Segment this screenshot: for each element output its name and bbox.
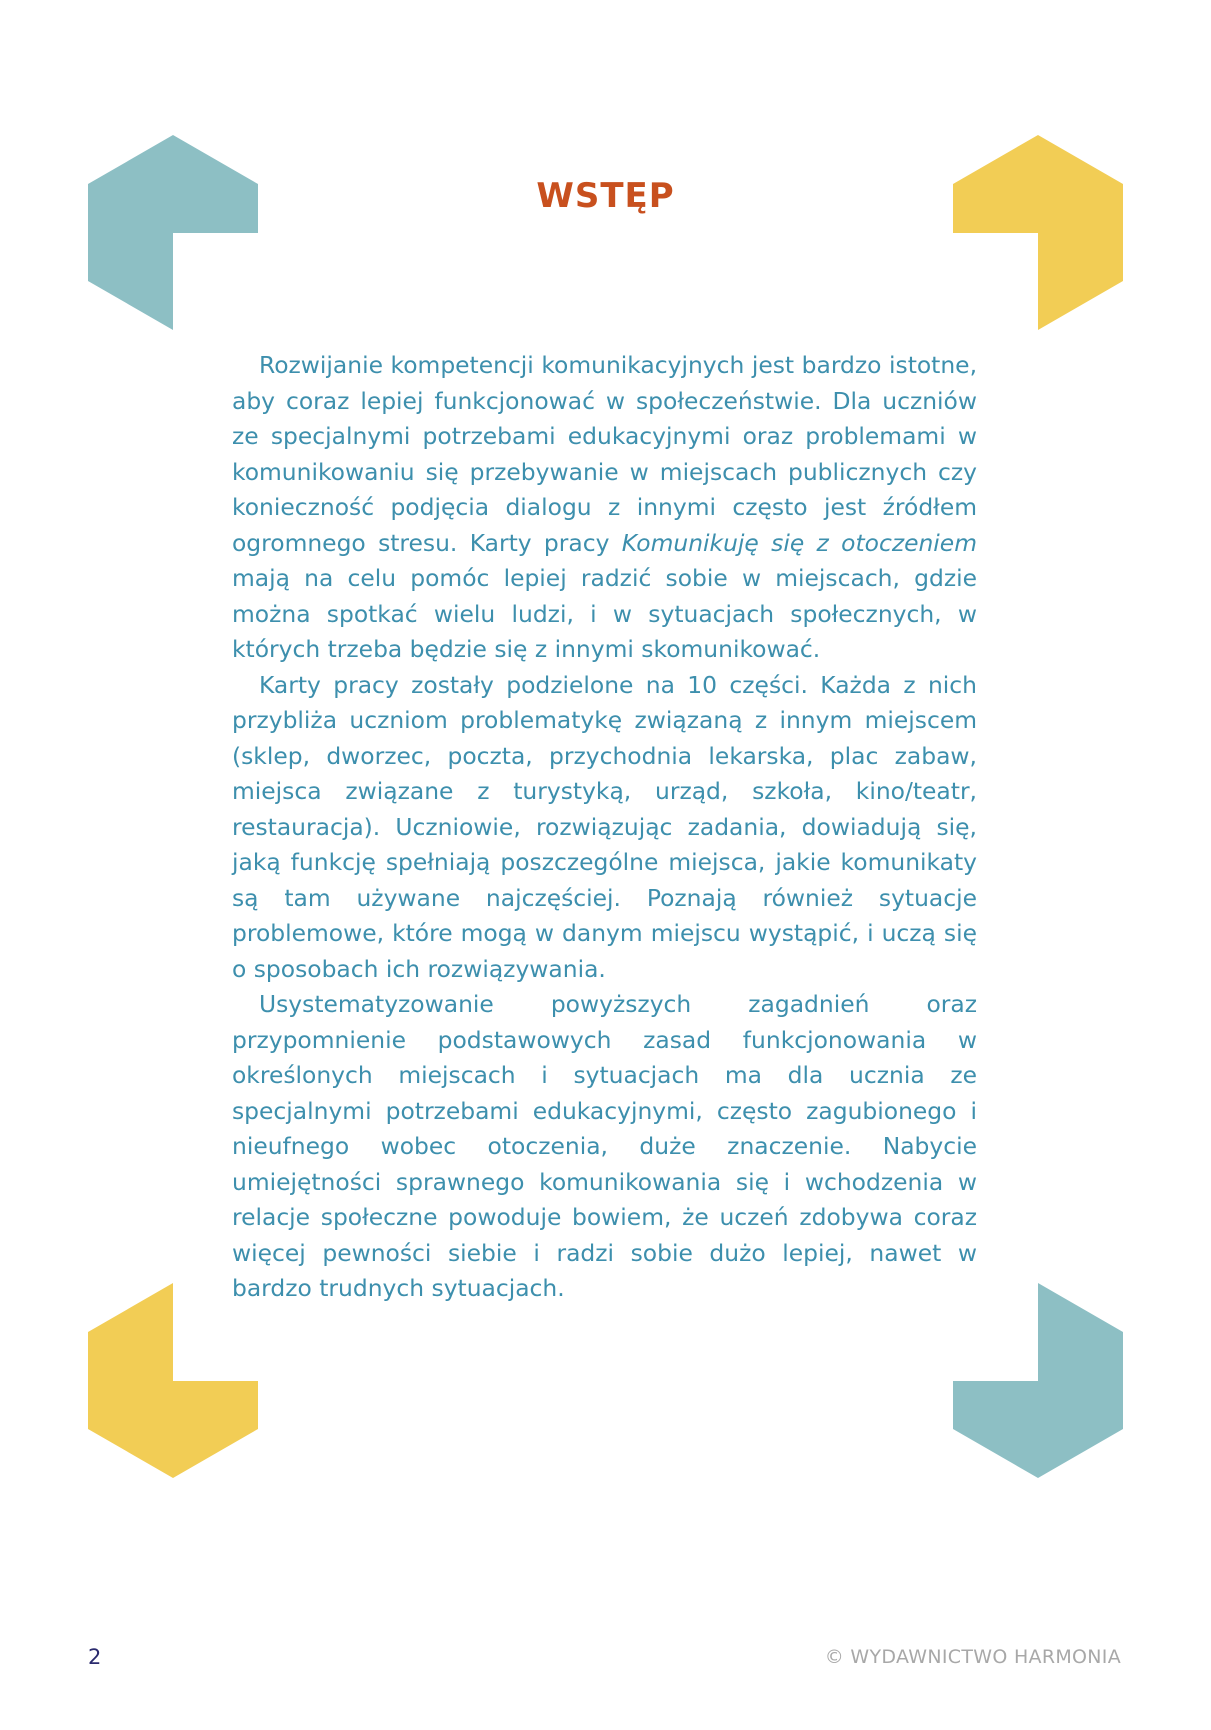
introduction-text <box>232 348 977 1307</box>
teal-hexagon-corner-icon <box>88 135 258 330</box>
paragraph-1 <box>232 348 977 668</box>
paragraph-1-text-start: Rozwijanie kompetencji komunikacyjnych jest bardzo istotne, aby coraz lepiej funkcjonować w społeczeństwie. Dla uczniów ze specjalnymi potrzebami edukacyjnymi oraz problemami w komunikowaniu się przebywanie w miejscach publicznych czy konieczność podjęcia dialogu z innymi często jest źródłem ogromnego stresu. Karty pracy <box>232 351 977 557</box>
paragraph-1-text-end: mają na celu pomóc lepiej radzić sobie w miejscach, gdzie można spotkać wielu ludzi, i w sytuacjach społecznych, w których trzeba będzie się z innymi skomunikować. <box>232 564 977 663</box>
worksheet-title-emphasis: Komunikuję się z otoczeniem <box>621 528 977 557</box>
copyright-notice: © WYDAWNICTWO HARMONIA <box>824 1646 1121 1668</box>
page-number: 2 <box>88 1645 102 1669</box>
paragraph-3: Usystematyzowanie powyższych zagadnień oraz przypomnienie podstawowych zasad funkcjonowania w określonych miejscach i sytuacjach ma dla ucznia ze specjalnymi potrzebami edukacyjnymi, często zagubionego i nieufnego wobec otoczenia, duże znaczenie. Nabycie umiejętności sprawnego komunikowania się i wchodzenia w relacje społeczne powoduje bowiem, że uczeń zdobywa coraz więcej pewności siebie i radzi sobie dużo lepiej, nawet w bardzo trudnych sytuacjach. <box>232 990 977 1302</box>
paragraph-2: Karty pracy zostały podzielone na 10 części. Każda z nich przybliża uczniom problematykę związaną z innym miejscem (sklep, dworzec, poczta, przychodnia lekarska, plac zabaw, miejsca związane z turystyką, urząd, szkoła, kino/teatr, restauracja). Uczniowie, rozwiązując zadania, dowiadują się, jaką funkcję spełniają poszczególne miejsca, jakie komunikaty są tam używane najczęściej. Poznają również sytuacje problemowe, które mogą w danym miejscu wystąpić, i uczą się o sposobach ich rozwiązywania. <box>232 670 977 983</box>
yellow-hexagon-corner-icon <box>953 135 1123 330</box>
yellow-hexagon-corner-icon <box>88 1283 258 1478</box>
teal-hexagon-corner-icon <box>953 1283 1123 1478</box>
page-title: WSTĘP <box>536 176 675 216</box>
